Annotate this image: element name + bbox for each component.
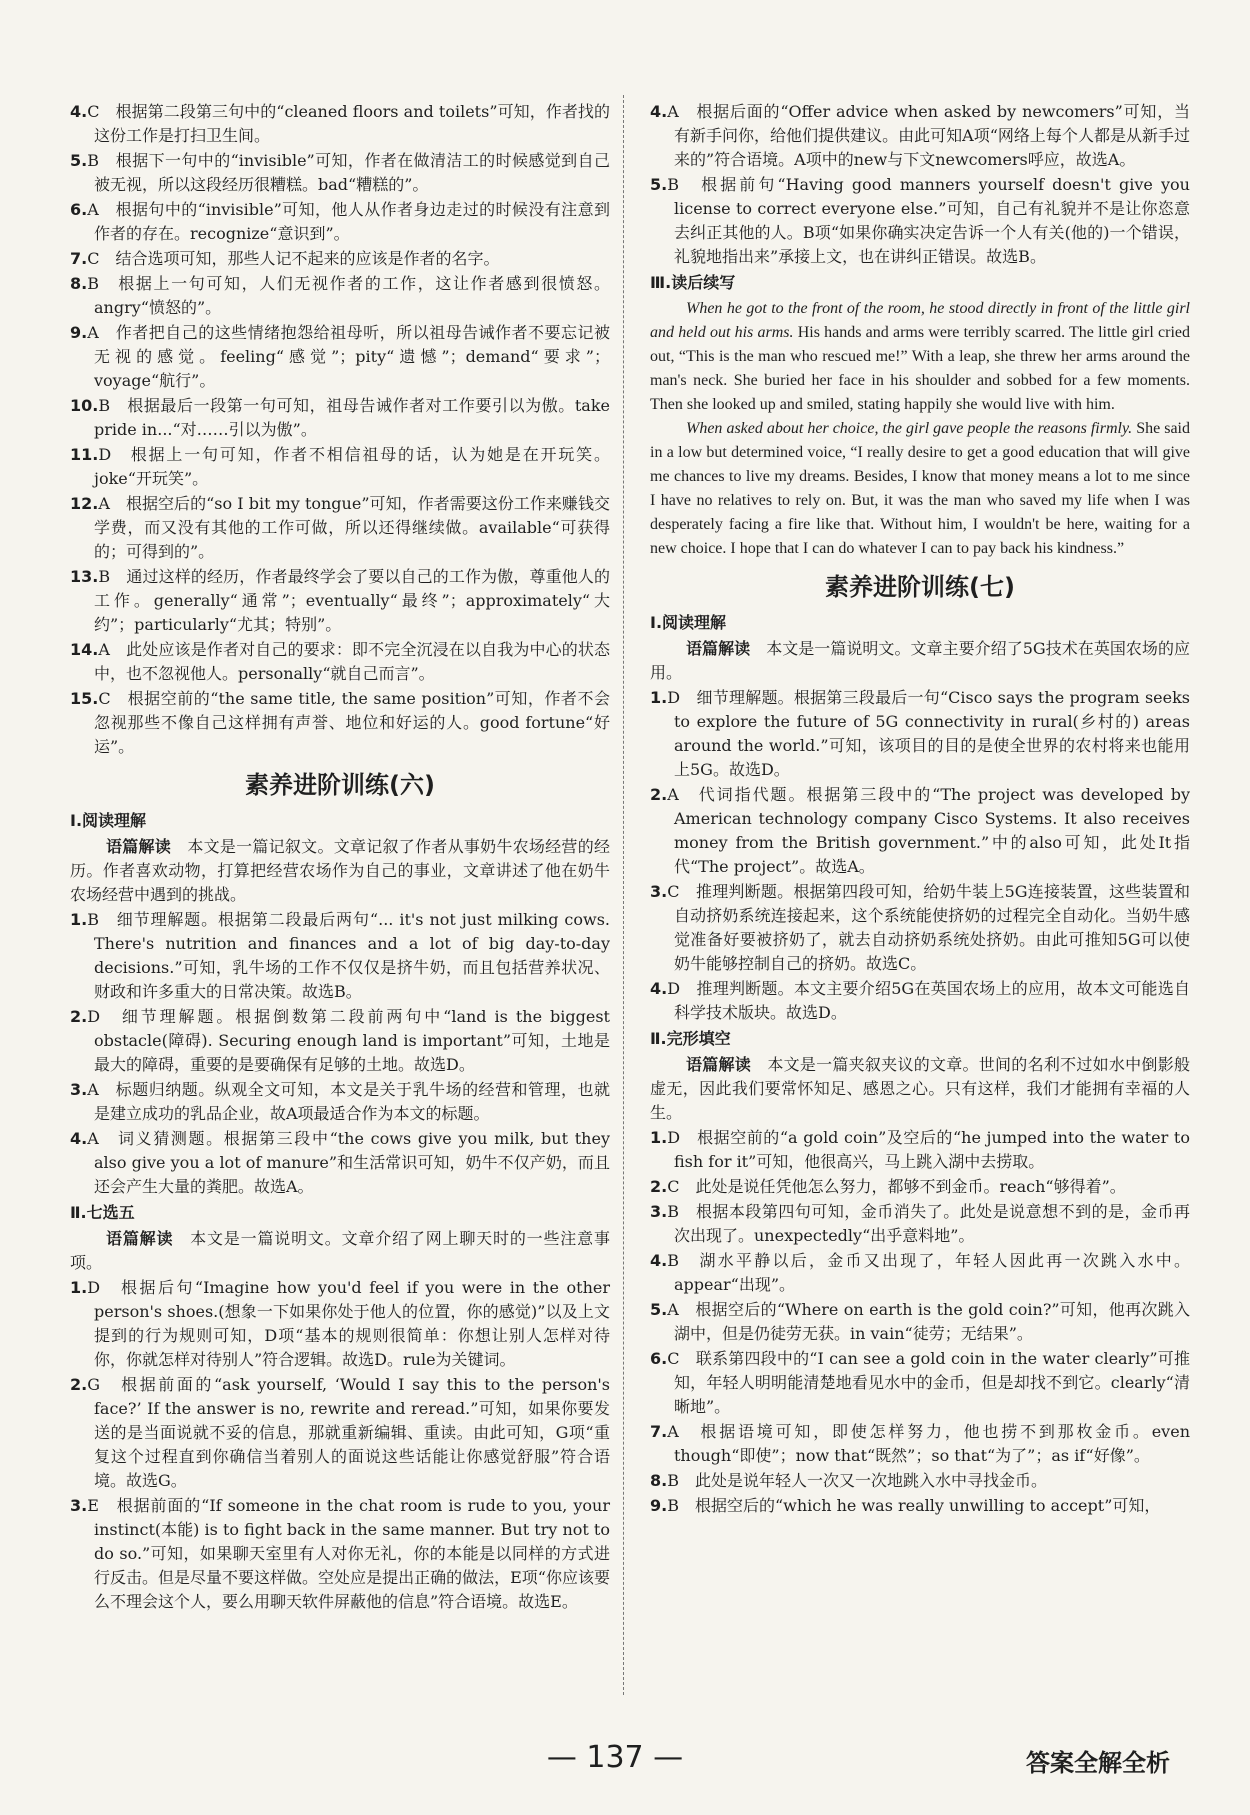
answer-item <box>650 1200 1190 1248</box>
section-six-title: 素养进阶训练(六) <box>245 771 435 799</box>
passage-analysis-text: 本文是一篇夹叙夹议的文章。世间的名利不过如水中倒影般虚无，因此我们要常怀知足、感恩之心。只有这样，我们才能拥有幸福的人生。 <box>650 1055 1190 1122</box>
answer-number: 4. <box>650 102 668 121</box>
answer-list-prev-section <box>70 100 610 759</box>
answer-text: D 根据上一句可知，作者不相信祖母的话，认为她是在开玩笑。joke“开玩笑”。 <box>94 445 610 488</box>
answer-item <box>650 1469 1190 1493</box>
answer-list-reading <box>650 686 1190 1025</box>
answer-item <box>70 394 610 442</box>
answer-list-seven-five-cont <box>650 100 1190 269</box>
footer-label: 答案全解全析 <box>1026 1749 1170 1777</box>
answer-item <box>70 1005 610 1077</box>
answer-text: A 代词指代题。根据第三段中的“The project was developed by American technology company Cisco Systems. It also receives money from the British government.”中的also可知，此处It指代“The project”。故选A。 <box>667 785 1190 876</box>
answer-number: 3. <box>70 1080 88 1099</box>
passage-analysis <box>650 637 1190 685</box>
essay-lead-sentence-1: When he got to the front of the room, he stood directly in front of the little girl and held out his arms. <box>650 300 1190 341</box>
passage-analysis-text: 本文是一篇说明文。文章主要介绍了5G技术在英国农场的应用。 <box>650 639 1190 682</box>
passage-analysis-label: 语篇解读 <box>106 837 172 856</box>
answer-text: A 根据语境可知，即使怎样努力，他也捞不到那枚金币。even though“即使”；now that“既然”；so that“为了”；as if“好像”。 <box>667 1422 1190 1465</box>
answer-item <box>650 173 1190 269</box>
answer-text: A 标题归纳题。纵观全文可知，本文是关于乳牛场的经营和管理，也就是建立成功的乳品企业，故A项最适合作为本文的标题。 <box>87 1080 610 1123</box>
answer-number: 2. <box>650 1177 668 1196</box>
passage-analysis-text: 本文是一篇说明文。文章介绍了网上聊天时的一些注意事项。 <box>70 1229 610 1272</box>
answer-number: 4. <box>650 1251 668 1270</box>
answer-text: B 根据最后一段第一句可知，祖母告诫作者对工作要引以为傲。take pride in...“对……引以为傲”。 <box>94 396 610 439</box>
answer-number: 10. <box>70 396 99 415</box>
answer-number: 12. <box>70 494 99 513</box>
answer-number: 9. <box>70 323 88 342</box>
answer-number: 6. <box>70 200 88 219</box>
essay-body-1: His hands and arms were terribly scarred. The little girl cried out, “This is the man who rescued me!” With a leap, she threw her arms around the man's neck. She buried her face in his shoulder and sobbed for a few moments. Then she looked up and smiled, stating happily she would live with him. <box>650 324 1191 413</box>
answer-item <box>70 198 610 246</box>
answer-text: B 通过这样的经历，作者最终学会了要以自己的工作为傲，尊重他人的工作。generally“通常”；eventually“最终”；approximately“大约”；particularly“尤其；特别”。 <box>94 567 610 634</box>
answer-item <box>70 565 610 637</box>
answer-text: E 根据前面的“If someone in the chat room is rude to you, your instinct(本能) is to fight back in the same manner. But try not to do so.”可知，如果聊天室里有人对你无礼，你的本能是以同样的方式进行反击。但是尽量不要这样做。空处应是提出正确的做法，E项“你应该要么不理会这个人，要么用聊天软件屏蔽他的信息”符合语境。故选E。 <box>87 1496 610 1611</box>
answer-number: 6. <box>650 1349 668 1368</box>
essay-paragraph-1 <box>650 297 1190 417</box>
answer-item <box>70 1494 610 1614</box>
answer-list-seven-five <box>70 1276 610 1614</box>
answer-number: 3. <box>650 1202 668 1221</box>
answer-text: B 根据本段第四句可知，金币消失了。此处是说意想不到的是，金币再次出现了。unexpectedly“出乎意料地”。 <box>667 1202 1190 1245</box>
answer-number: 7. <box>650 1422 668 1441</box>
answer-text: A 根据空后的“so I bit my tongue”可知，作者需要这份工作来赚钱交学费，而又没有其他的工作可做，所以还得继续做。available“可获得的；可得到的”。 <box>94 494 610 561</box>
answer-text: B 根据下一句中的“invisible”可知，作者在做清洁工的时候感觉到自己被无视，所以这段经历很糟糕。bad“糟糕的”。 <box>87 151 610 194</box>
answer-text: D 根据后句“Imagine how you'd feel if you were in the other person's shoes.(想象一下如果你处于他人的位置，你的感觉)”以及上文提到的行为规则可知，D项“基本的规则很简单：你想让别人怎样对待你，你就怎样对待别人”符合逻辑。故选D。rule为关键词。 <box>87 1278 610 1369</box>
left-column <box>70 100 610 1615</box>
answer-text: A 作者把自己的这些情绪抱怨给祖母听，所以祖母告诫作者不要忘记被无视的感觉。feeling“感觉”；pity“遗憾”；demand“要求”；voyage“航行”。 <box>87 323 610 390</box>
answer-text: G 根据前面的“ask yourself, ‘Would I say this to the person's face?’ If the answer is no, rewrite and reread.”可知，如果你要发送的是当面说就不妥的信息，那就重新编辑、重读。由此可知，G项“重复这个过程直到你确信当着别人的面说这些话能让你感觉舒服”符合语境。故选G。 <box>87 1375 610 1490</box>
answer-text: A 根据后面的“Offer advice when asked by newcomers”可知，当有新手问你，给他们提供建议。由此可知A项“网络上每个人都是从新手过来的”符合语境。A项中的new与下文newcomers呼应，故选A。 <box>667 102 1190 169</box>
answer-item <box>650 1175 1190 1199</box>
answer-number: 11. <box>70 445 99 464</box>
passage-analysis <box>70 835 610 907</box>
answer-text: C 此处是说任凭他怎么努力，都够不到金币。reach“够得着”。 <box>667 1177 1126 1196</box>
answer-text: A 词义猜测题。根据第三段中“the cows give you milk, but they also give you a lot of manure”和生活常识可知，奶牛不仅产奶，而且还会产生大量的粪肥。故选A。 <box>87 1129 610 1196</box>
answer-number: 8. <box>70 274 88 293</box>
answer-text: B 根据上一句可知，人们无视作者的工作，这让作者感到很愤怒。angry“愤怒的”。 <box>87 274 610 317</box>
answer-number: 1. <box>70 910 88 929</box>
answer-item <box>650 977 1190 1025</box>
seven-choose-five-heading: Ⅱ.七选五 <box>70 1203 135 1222</box>
passage-analysis-2 <box>70 1227 610 1275</box>
answer-item <box>70 443 610 491</box>
answer-number: 7. <box>70 249 88 268</box>
answer-text: B 根据空后的“which he was really unwilling to accept”可知， <box>667 1496 1161 1515</box>
answer-number: 15. <box>70 689 99 708</box>
essay-paragraph-2 <box>650 417 1190 561</box>
answer-item <box>650 1420 1190 1468</box>
answer-item <box>650 686 1190 782</box>
right-column <box>650 100 1190 1519</box>
answer-number: 2. <box>70 1375 88 1394</box>
answer-item <box>650 1249 1190 1297</box>
answer-list-cloze <box>650 1126 1190 1518</box>
page-number: — 137 — <box>546 1740 684 1775</box>
answer-item <box>70 321 610 393</box>
answer-item <box>650 100 1190 172</box>
answer-item <box>650 880 1190 976</box>
answer-number: 4. <box>650 979 668 998</box>
answer-number: 14. <box>70 640 99 659</box>
answer-item <box>70 1078 610 1126</box>
answer-number: 5. <box>650 1300 668 1319</box>
answer-item <box>70 1127 610 1199</box>
answer-item <box>70 100 610 148</box>
passage-analysis-label: 语篇解读 <box>686 1055 752 1074</box>
answer-text: A 此处应该是作者对自己的要求：即不完全沉浸在以自我为中心的状态中，也不忽视他人。personally“就自己而言”。 <box>94 640 610 683</box>
section-seven-title: 素养进阶训练(七) <box>825 573 1015 601</box>
answer-number: 2. <box>70 1007 88 1026</box>
answer-number: 1. <box>70 1278 88 1297</box>
essay-body-2: She said in a low but determined voice, “I really desire to get a good education that will give me chances to live my dreams. Besides, I know that money means a lot to me since I have no relatives to rely on. But, it was the man who saved my life when I was desperately facing a fire like that. Without him, I wouldn't be here, waiting for a new choice. I hope that I can do whatever I can to pay back his kindness.” <box>650 420 1190 557</box>
continuation-writing-heading: Ⅲ.读后续写 <box>650 273 736 292</box>
answer-text: D 细节理解题。根据第三段最后一句“Cisco says the program seeks to explore the future of 5G connectivity in rural(乡村的) areas around the world.”可知，该项目的目的是使全世界的农村将来也能用上5G。故选D。 <box>667 688 1190 779</box>
answer-text: B 根据前句“Having good manners yourself doesn't give you license to correct everyone else.”可知，自己有礼貌并不是让你恣意去纠正其他的人。B项“如果你确实决定告诉一个人有关(他的)一个错误，礼貌地指出来”承接上文，也在讲纠正错误。故选B。 <box>667 175 1190 266</box>
cloze-heading: Ⅱ.完形填空 <box>650 1029 731 1048</box>
passage-analysis-text: 本文是一篇记叙文。文章记叙了作者从事奶牛农场经营的经历。作者喜欢动物，打算把经营农场作为自己的事业，文章讲述了他在奶牛农场经营中遇到的挑战。 <box>70 837 610 904</box>
answer-number: 4. <box>70 1129 88 1148</box>
answer-item <box>650 1347 1190 1419</box>
answer-item <box>650 1298 1190 1346</box>
answer-text: D 细节理解题。根据倒数第二段前两句中“land is the biggest obstacle(障碍). Securing enough land is important”可知，土地是最大的障碍，重要的是要确保有足够的土地。故选D。 <box>87 1007 610 1074</box>
answer-item <box>650 1126 1190 1174</box>
answer-text: D 根据空前的“a gold coin”及空后的“he jumped into the water to fish for it”可知，他很高兴，马上跳入湖中去捞取。 <box>667 1128 1190 1171</box>
answer-item <box>70 1276 610 1372</box>
answer-item <box>70 272 610 320</box>
passage-analysis-label: 语篇解读 <box>686 639 751 658</box>
answer-text: B 细节理解题。根据第二段最后两句“... it's not just milking cows. There's nutrition and finances and a lot of big day-to-day decisions.”可知，乳牛场的工作不仅仅是挤牛奶，而且包括营养状况、财政和许多重大的日常决策。故选B。 <box>87 910 610 1001</box>
answer-text: C 根据第二段第三句中的“cleaned floors and toilets”可知，作者找的这份工作是打扫卫生间。 <box>87 102 610 145</box>
answer-text: A 根据空后的“Where on earth is the gold coin?”可知，他再次跳入湖中，但是仍徒劳无获。in vain“徒劳；无结果”。 <box>667 1300 1190 1343</box>
answer-text: C 推理判断题。根据第四段可知，给奶牛装上5G连接装置，这些装置和自动挤奶系统连接起来，这个系统能使挤奶的过程完全自动化。当奶牛感觉准备好要被挤奶了，就去自动挤奶系统处挤奶。由此可推知5G可以使奶牛能够控制自己的挤奶。故选C。 <box>667 882 1190 973</box>
answer-list-reading <box>70 908 610 1199</box>
answer-number: 5. <box>70 151 88 170</box>
answer-text: C 联系第四段中的“I can see a gold coin in the water clearly”可推知，年轻人明明能清楚地看见水中的金币，但是却找不到它。clearly“清晰地”。 <box>667 1349 1190 1416</box>
answer-number: 2. <box>650 785 668 804</box>
answer-number: 8. <box>650 1471 668 1490</box>
answer-item <box>650 783 1190 879</box>
answer-number: 9. <box>650 1496 668 1515</box>
answer-text: C 结合选项可知，那些人记不起来的应该是作者的名字。 <box>87 249 500 268</box>
answer-number: 13. <box>70 567 99 586</box>
answer-item <box>70 149 610 197</box>
answer-number: 3. <box>650 882 668 901</box>
answer-number: 1. <box>650 688 668 707</box>
reading-comprehension-heading: Ⅰ.阅读理解 <box>650 613 727 632</box>
passage-analysis-label: 语篇解读 <box>106 1229 174 1248</box>
answer-item <box>70 1373 610 1493</box>
answer-item <box>70 492 610 564</box>
essay-lead-sentence-2: When asked about her choice, the girl gave people the reasons firmly. <box>686 420 1133 437</box>
answer-number: 3. <box>70 1496 88 1515</box>
answer-item <box>70 247 610 271</box>
answer-text: B 此处是说年轻人一次又一次地跳入水中寻找金币。 <box>667 1471 1047 1490</box>
answer-text: C 根据空前的“the same title, the same position”可知，作者不会忽视那些不像自己这样拥有声誉、地位和好运的人。good fortune“好运”。 <box>94 689 610 756</box>
answer-number: 1. <box>650 1128 668 1147</box>
answer-item <box>70 638 610 686</box>
column-divider <box>623 95 624 1695</box>
answer-number: 5. <box>650 175 668 194</box>
answer-item <box>70 687 610 759</box>
passage-analysis-2 <box>650 1053 1190 1125</box>
answer-item <box>650 1494 1190 1518</box>
answer-number: 4. <box>70 102 88 121</box>
answer-text: D 推理判断题。本文主要介绍5G在英国农场上的应用，故本文可能选自科学技术版块。故选D。 <box>667 979 1190 1022</box>
answer-item <box>70 908 610 1004</box>
answer-text: A 根据句中的“invisible”可知，他人从作者身边走过的时候没有注意到作者的存在。recognize“意识到”。 <box>87 200 610 243</box>
reading-comprehension-heading: Ⅰ.阅读理解 <box>70 811 147 830</box>
answer-text: B 湖水平静以后，金币又出现了，年轻人因此再一次跳入水中。appear“出现”。 <box>667 1251 1190 1294</box>
